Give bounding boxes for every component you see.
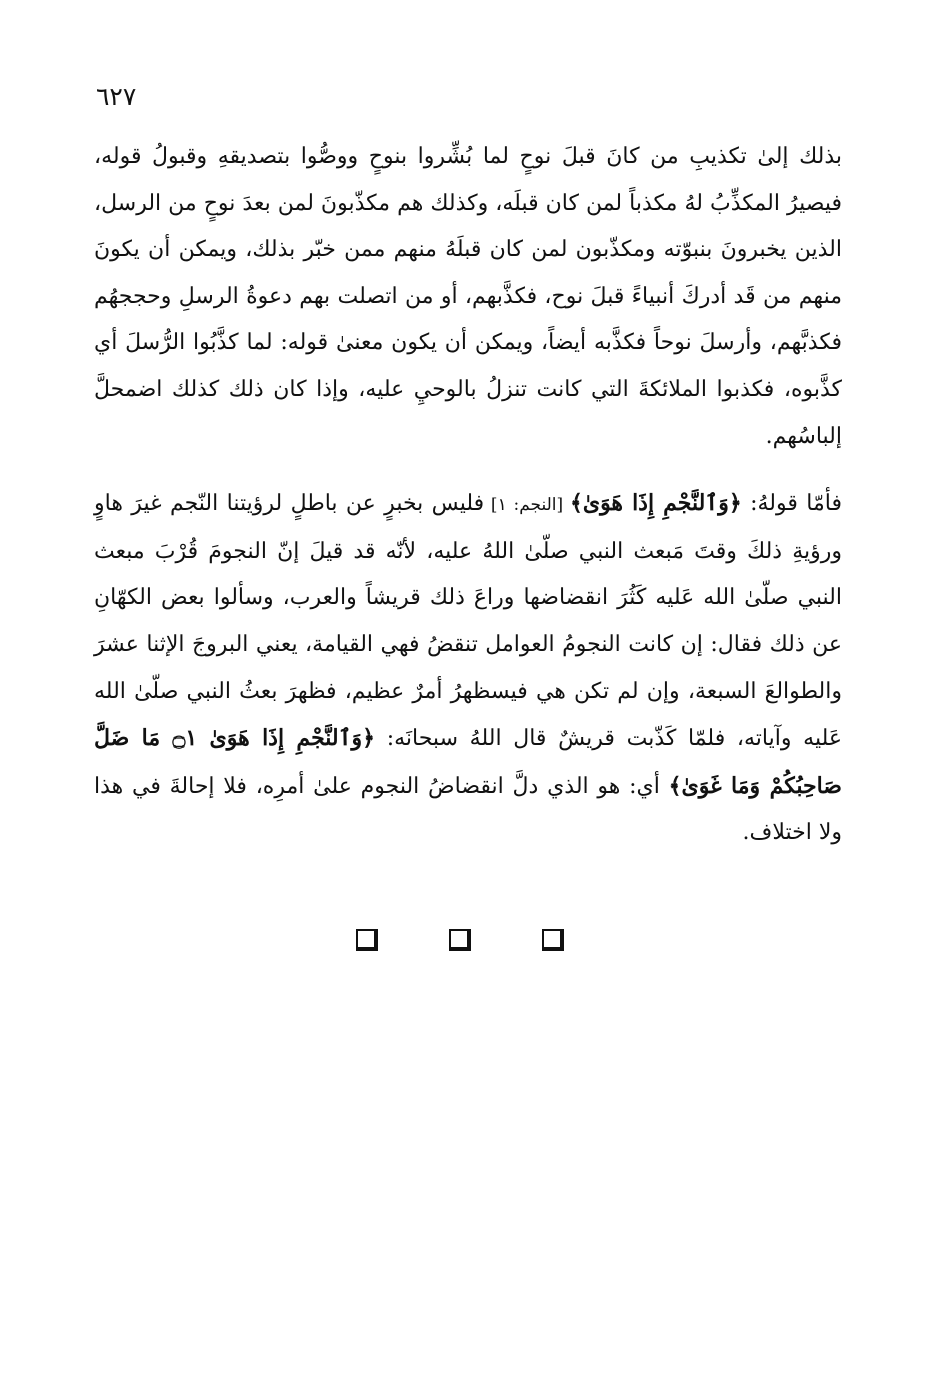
square-ornament-icon [542,929,564,951]
quran-verse: ﴿وَٱلنَّجْمِ إِذَا هَوَىٰ ۝١ مَا ضَلَّ صَاحِبُكُمْ وَمَا غَوَىٰ﴾ [94,725,842,799]
section-separator [356,929,564,955]
paragraph-text: أي: هو الذي دلَّ انقضاضُ النجوم علىٰ أمرِه، فلا إحالةَ في هذا ولا اختلاف. [94,773,842,846]
paragraph-text: فأمّا قولهُ: [741,491,842,517]
verse-reference: [النجم: ١] [484,495,570,516]
paragraph-2 [94,480,842,857]
quran-verse: ﴿وَٱلنَّجْمِ إِذَا هَوَىٰ﴾ [569,490,742,517]
page-body [94,134,842,857]
paragraph-text: فليس بخبرٍ عن باطلٍ لرؤيتنا النّجم غيرَ هاوٍ ورؤيةِ ذلكَ وقتَ مَبعث النبي صلّىٰ اللهُ عليه، لأنّه قد قيلَ إنّ النجومَ قُرْبَ مبعث النبي صلّىٰ الله عَليه كَثُرَ انقضاضها وراعَ ذلك قريشاً والعرب، وسألوا بعض الكهّانِ عن ذلك فقال: إن كانت النجومُ العوامل تنقضُ فهي القيامة، يعني البروجَ الإثنا عشرَ والطوالعَ السبعة، وإن لم تكن هي فيسظهرُ أمرٌ عظيم، فظهرَ بعثُ النبي صلّىٰ الله عَليه وآياته، فلمّا كَذّبت قريشٌ قال اللهُ سبحانَه: [94,491,842,752]
paragraph-1 [94,134,842,460]
square-ornament-icon [449,929,471,951]
square-ornament-icon [356,929,378,951]
page-number: ٦٢٧ [96,82,137,111]
paragraph-text: بذلك إلىٰ تكذيبِ من كانَ قبلَ نوحٍ لما بُشِّروا بنوحٍ ووصُّوا بتصديقهِ وقبولُ قوله، فيصيرُ المكذِّبُ لهُ مكذباً لمن كان قبلَه، وكذلك هم مكذّبونَ لمن بعدَ نوحٍ من الرسل، الذين يخبرونَ بنبوّته ومكذّبون لمن كان قبلَهُ منهم ممن خبّر بذلك، ويمكن أن يكونَ منهم من قَد أدركَ أنبياءً قبلَ نوح، فكذَّبهم، أو من اتصلت بهم دعوةُ الرسلِ وحججهُم فكذبَّهم، وأرسلَ نوحاً فكذَّبه أيضاً، ويمكن أن يكون معنىٰ قوله: لما كذَّبُوا الرُّسلَ أي كذَّبوه، فكذبوا الملائكةَ التي كانت تنزلُ بالوحيِ عليه، وإذا كان ذلك كذلك اضمحلَّ إلباسُهم. [94,144,843,449]
